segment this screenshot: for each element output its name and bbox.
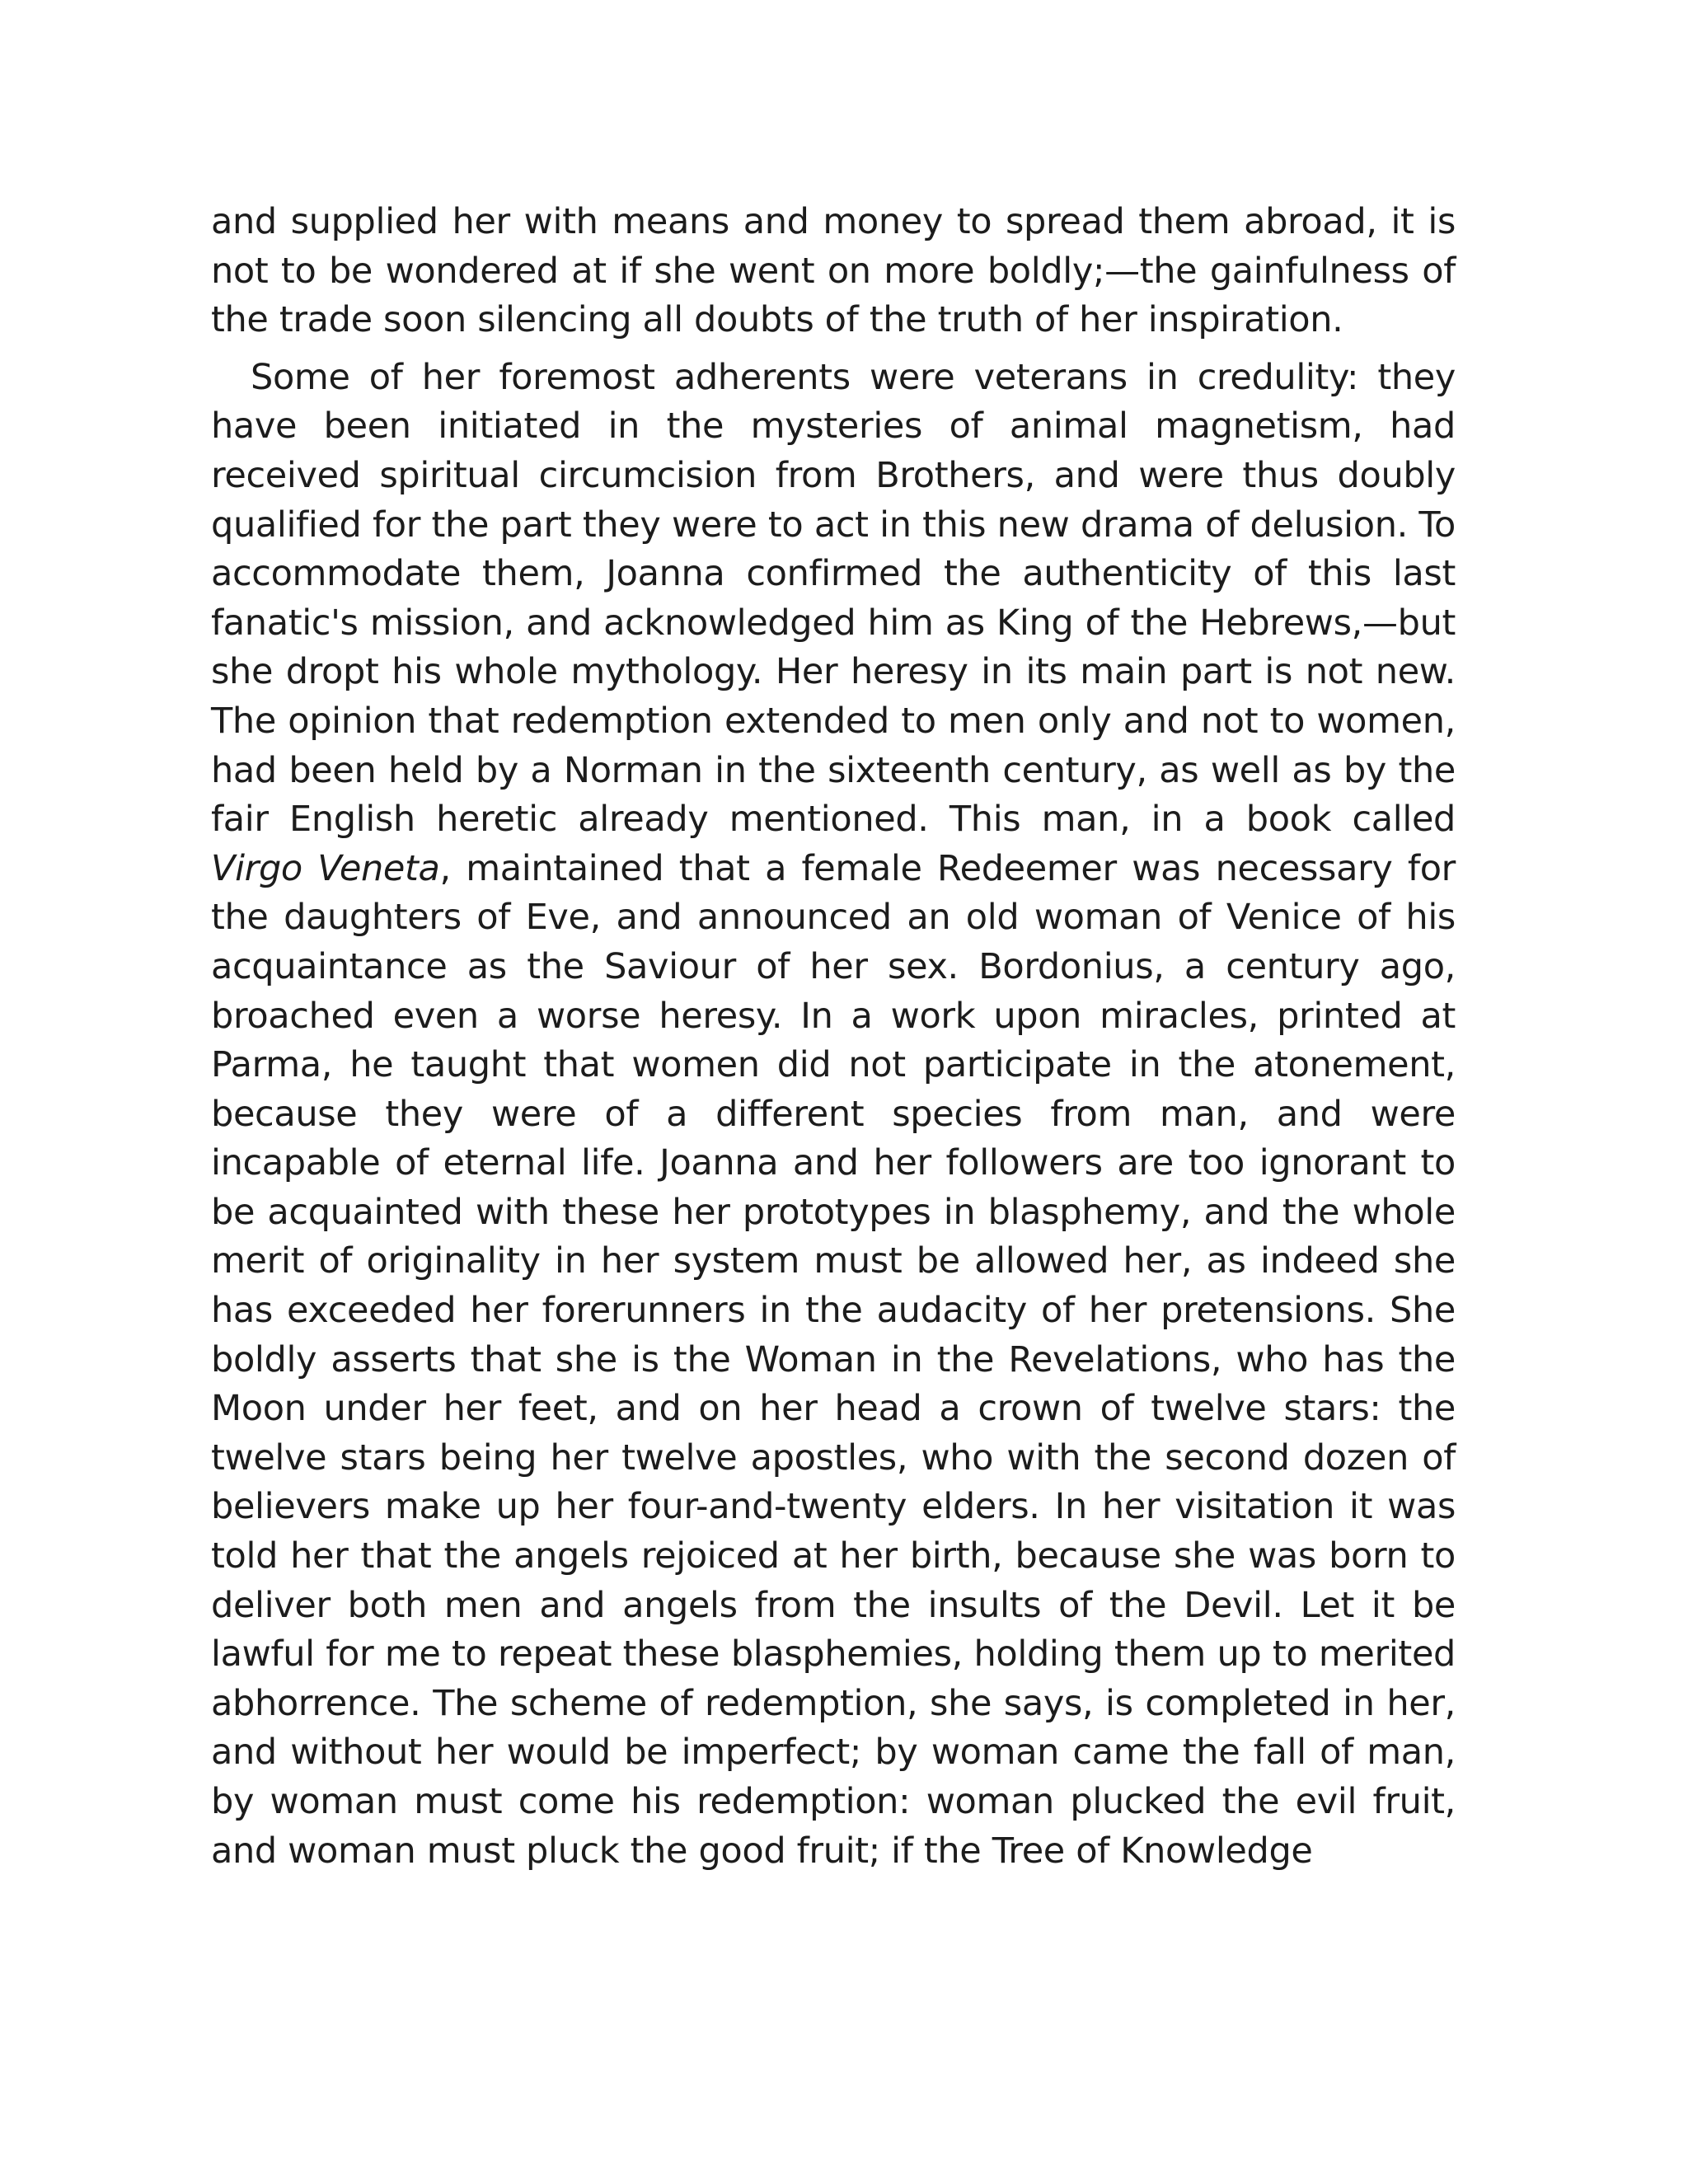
book-title-virgo-veneta: Virgo Veneta <box>211 847 440 889</box>
paragraph-1: and supplied her with means and money to spread them abroad, it is not to be wondered at if she went on more boldly;—the gainfulness of the trade soon silencing all doubts of the truth of her inspiration. <box>211 201 1456 341</box>
body-text <box>211 198 1456 1876</box>
paragraph-2-part-2: , maintained that a female Redeemer was necessary for the daughters of Eve, and announced an old woman of Venice of his acquaintance as the Saviour of her sex. Bordonius, a century ago, broached even a worse heresy. In a work upon miracles, printed at Parma, he taught that women did not participate in the atonement, because they were of a different species from man, and were incapable of eternal life. Joanna and her followers are too ignorant to be acquainted with these her prototypes in blasphemy, and the whole merit of originality in her system must be allowed her, as indeed she has exceeded her forerunners in the audacity of her pretensions. She boldly asserts that she is the Woman in the Revelations, who has the Moon under her feet, and on her head a crown of twelve stars: the twelve stars being her twelve apostles, who with the second dozen of believers make up her four-and-twenty elders. In her visitation it was told her that the angels rejoiced at her birth, because she was born to deliver both men and angels from the insults of the Devil. Let it be lawful for me to repeat these blasphemies, holding them up to merited abhorrence. The scheme of redemption, she says, is completed in her, and without her would be imperfect; by woman came the fall of man, by woman must come his redemption: woman plucked the evil fruit, and woman must pluck the good fruit; if the Tree of Knowledge <box>211 847 1456 1872</box>
paragraph-2-part-1: Some of her foremost adherents were veterans in credulity: they have been initiated in the mysteries of animal magnetism, had received spiritual circumcision from Brothers, and were thus doubly qualified for the part they were to act in this new drama of delusion. To accommodate them, Joanna confirmed the authenticity of this last fanatic's mission, and acknowledged him as King of the Hebrews,—but she dropt his whole mythology. Her heresy in its main part is not new. The opinion that redemption extended to men only and not to women, had been held by a Norman in the sixteenth century, as well as by the fair English heretic already mentioned. This man, in a book called <box>211 356 1456 841</box>
paragraph-2 <box>211 354 1456 1876</box>
